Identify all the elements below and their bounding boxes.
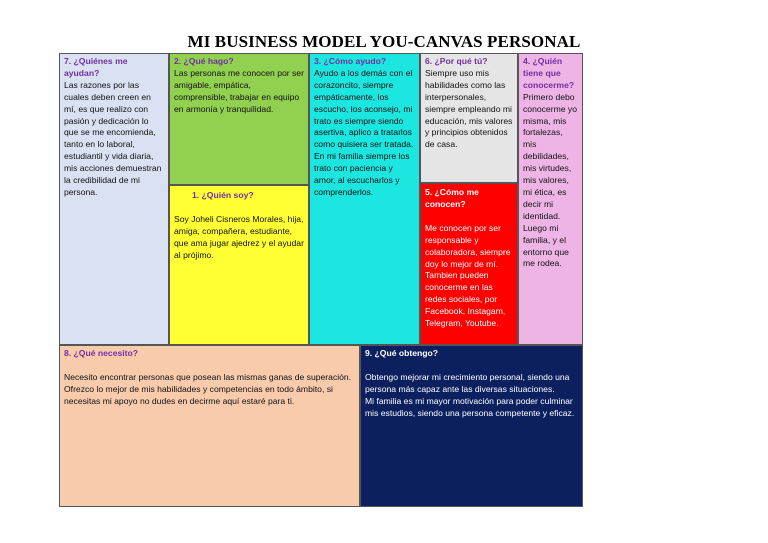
block-text: Ayudo a los demás con el corazoncito, siempre empáticamente, los escucho, los aconsejo, mi trato es siempre siendo asertiva, aplico a tratarlos como quisiera ser tratada. En mi familia siempre los trato con paciencia y amor, al escucharlos y comprenderlos. <box>314 67 414 197</box>
block-heading: 3. ¿Cómo ayudo? <box>314 56 387 66</box>
block-how-i-help <box>309 53 420 345</box>
block-heading: 8. ¿Qué necesito? <box>64 348 139 358</box>
block-text: Primero debo conocerme yo misma, mis fortalezas, mis debilidades, mis virtudes, mis valores, mi ética, es decir mi identidad. Luego mi familia, y el entorno que me rodea. <box>523 91 580 269</box>
block-text: Necesito encontrar personas que posean las mismas ganas de superación. Ofrezco lo mejor de mis habilidades y competencias en todo ámbito, si necesitas mi apoyo no dudes en decirme aquí estaré para ti. <box>64 371 352 406</box>
block-how-they-know-me <box>420 183 518 345</box>
block-heading: 9. ¿Qué obtengo? <box>365 348 439 358</box>
block-text: Siempre uso mis habilidades como las interpersonales, siempre empleando mi educación, mis valores y principios obtenidos de casa. <box>425 67 515 150</box>
page-title: MI BUSINESS MODEL YOU-CANVAS PERSONAL <box>187 32 581 51</box>
block-text: Soy Joheli Cisneros Morales, hija, amiga, compañera, estudiante, que ama jugar ajedrez y el ayudar al prójimo. <box>174 213 307 260</box>
block-heading: 2. ¿Qué hago? <box>174 56 234 66</box>
block-text: Obtengo mejorar mi crecimiento personal, siendo una persona más capaz ante las diversas situaciones. Mi familia es mi mayor motivación para poder culminar mis estudios, siendo una persona competente y eficaz. <box>365 371 575 418</box>
block-why-you <box>420 53 518 183</box>
block-heading: 4. ¿Quién tiene que conocerme? <box>523 56 575 90</box>
block-heading: 1. ¿Quién soy? <box>192 190 254 200</box>
block-who-am-i <box>169 185 309 345</box>
block-heading: 7. ¿Quiénes me ayudan? <box>64 56 128 78</box>
block-heading: 6. ¿Por qué tú? <box>425 56 488 66</box>
block-heading: 5. ¿Cómo me conocen? <box>425 187 479 209</box>
block-who-helps <box>59 53 169 345</box>
block-text: Las personas me conocen por ser amigable, empática, comprensible, trabajar en equipo en armonía y tranquilidad. <box>174 67 307 114</box>
block-text: Las razones por las cuales deben creen en mí, es que realizo con pasión y dedicación lo que se me encomienda, tanto en lo laboral, estudiantil y vida diaria, mis acciones demuestran la credibilidad de mi persona. <box>64 79 164 197</box>
block-text: Me conocen por ser responsable y colaboradora, siempre doy lo mejor de mí. Tambien pueden conocerme en las redes sociales, por Facebook, Instagam, Telegram, Youtube. <box>425 222 511 329</box>
block-what-i-get <box>360 345 583 507</box>
block-what-i-do <box>169 53 309 185</box>
block-what-i-need <box>59 345 360 507</box>
block-who-should-know-me <box>518 53 583 345</box>
